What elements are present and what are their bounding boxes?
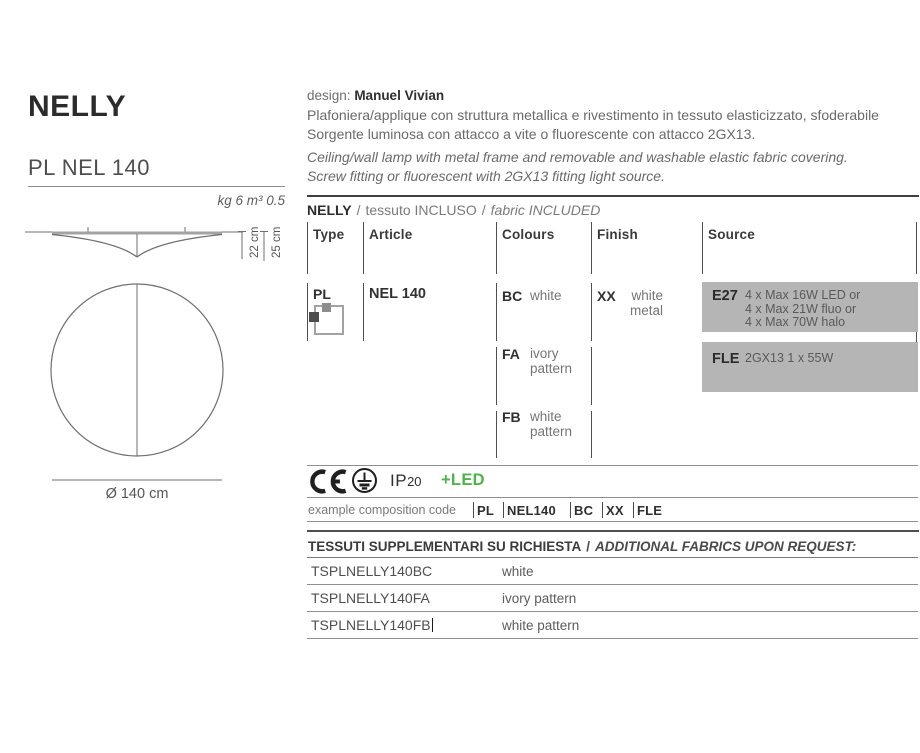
caption-separator: / [356,202,361,218]
colour-code: FA [502,346,520,362]
fabrics-heading [308,539,856,554]
source-code: FLE [712,351,740,367]
design-label: design: [307,88,351,103]
description-en-line2: Screw fitting or fluorescent with 2GX13 fitting light source. [307,168,665,184]
source-code: E27 [712,288,738,304]
description-it-line2: Sorgente luminosa con attacco a vite o fluorescente con attacco 2GX13. [307,126,756,142]
source-line: 4 x Max 70W halo [745,315,846,329]
description-block [307,88,920,186]
fabric-code [311,617,433,633]
column-divider [363,222,364,274]
column-header-source: Source [708,227,755,242]
caption-product: NELLY [307,202,352,218]
dim-label-25cm: 25 cm [271,226,283,258]
finish-code: XX [597,288,616,304]
ceiling-lamp-icon-dark-square [309,312,319,322]
fabric-label: white pattern [502,618,580,633]
column-divider [307,222,308,274]
column-divider [591,222,592,274]
source-block-e27 [702,282,918,332]
column-divider [496,411,497,458]
row-divider [307,557,918,558]
ce-mark-icon [309,469,349,494]
colour-code: BC [502,288,523,304]
fabric-label: white [502,564,534,579]
column-divider [363,283,364,341]
caption-it: tessuto INCLUSO [365,202,477,218]
ip-value: 20 [407,474,422,489]
caption-separator: / [481,202,486,218]
row-divider [307,638,918,639]
weight-note: kg 6 m³ 0.5 [217,193,285,208]
colour-label: white pattern [530,409,573,439]
diameter-label: Ø 140 cm [105,486,169,502]
description-en-line1: Ceiling/wall lamp with metal frame and removable and washable elastic fabric covering. [307,149,848,165]
composition-tick [602,502,603,518]
source-line: 2GX13 1 x 55W [745,351,834,365]
composition-tick [503,502,504,518]
composition-code: PL [477,503,495,518]
caption-en: fabric INCLUDED [490,202,601,218]
column-divider [307,283,308,341]
protective-earth-class-icon [351,467,378,494]
column-divider [702,222,703,274]
composition-tick [473,502,474,518]
fabric-code-text: TSPLNELLY140FB [311,617,431,633]
composition-code: FLE [637,503,663,518]
column-header-article: Article [369,227,413,242]
column-header-colours: Colours [502,227,555,242]
source-description [745,342,833,392]
composition-tick [570,502,571,518]
column-divider [591,283,592,341]
description-it-line1: Plafoniera/applique con struttura metallica e rivestimento in tessuto elasticizzato, sfoderabile [307,107,879,123]
section-divider [307,465,918,466]
designer-line [307,88,920,103]
title-divider [28,186,285,187]
composition-code: NEL140 [507,503,556,518]
text-cursor [432,618,434,632]
table-right-edge [916,222,917,274]
spec-table-top-rule [307,195,919,197]
composition-code: BC [574,503,594,518]
column-header-type: Type [313,227,345,242]
column-header-finish: Finish [597,227,638,242]
row-divider [307,584,918,585]
designer-name: Manuel Vivian [354,88,445,103]
fabrics-heading-it: TESSUTI SUPPLEMENTARI SU RICHIESTA [308,539,582,554]
colour-label: white [530,288,562,303]
column-divider [496,283,497,341]
source-line: 4 x Max 21W fluo or [745,301,857,316]
ceiling-lamp-icon-gray-square [322,303,331,312]
column-divider [496,222,497,274]
source-description [745,282,860,332]
column-divider [591,411,592,458]
colour-label: ivory pattern [530,346,573,376]
composition-code: XX [606,503,624,518]
dim-label-22cm: 22 cm [249,226,261,258]
composition-label: example composition code [308,503,456,517]
fabrics-heading-en: ADDITIONAL FABRICS UPON REQUEST: [595,539,857,554]
row-divider [307,611,918,612]
product-code: PL NEL 140 [28,155,151,180]
ip-label: IP [390,471,408,490]
section-divider [307,497,918,498]
source-block-fle [702,342,918,392]
composition-tick [633,502,634,518]
spec-table-caption [307,202,600,218]
column-divider [496,347,497,405]
fabric-label: ivory pattern [502,591,577,606]
type-code: PL [313,286,331,302]
source-line: 4 x Max 16W LED or [745,288,861,302]
technical-drawing [20,210,290,510]
finish-label: white metal [629,288,663,318]
page-title: NELLY [28,90,127,123]
colour-code: FB [502,409,521,425]
article-code: NEL 140 [369,286,426,302]
ip-rating [390,471,422,491]
fabrics-heading-separator: / [586,539,591,554]
fabrics-top-rule [307,530,919,532]
led-badge: +LED [441,471,485,489]
lamp-profile-right-curve [137,235,222,258]
section-divider [307,521,918,522]
fabric-code: TSPLNELLY140BC [311,563,433,579]
lamp-profile-left-curve [52,235,137,258]
column-divider [591,347,592,405]
fabric-code: TSPLNELLY140FA [311,590,430,606]
